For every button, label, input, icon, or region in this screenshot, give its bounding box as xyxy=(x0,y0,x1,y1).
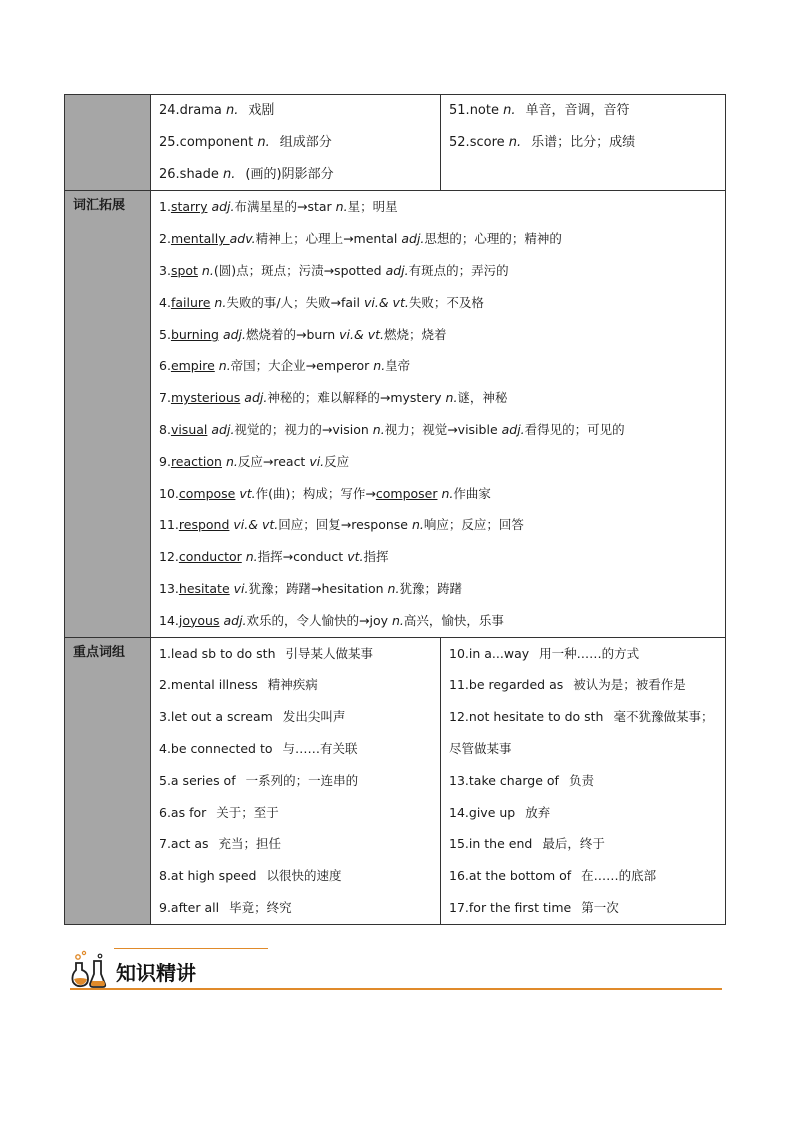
phrases-left-cell xyxy=(151,637,441,924)
list-item: 16.at the bottom of 在……的底部 xyxy=(449,868,657,884)
list-item: 7.mysterious adj.神秘的；难以解释的→mystery n.谜，神秘 xyxy=(159,390,508,406)
list-item: 3.let out a scream 发出尖叫声 xyxy=(159,709,346,725)
list-item: 8.at high speed 以很快的速度 xyxy=(159,868,342,884)
list-item: 9.after all 毕竟；终究 xyxy=(159,899,292,915)
list-item: 1.starry adj.布满星星的→star n.星；明星 xyxy=(159,199,398,215)
list-item: 10.compose vt.作(曲)；构成；写作→composer n.作曲家 xyxy=(159,485,491,501)
list-item: 11.be regarded as 被认为是；被看作是 xyxy=(449,677,686,693)
vocab-extension-row xyxy=(65,191,726,637)
list-item: 10.in a...way 用一种……的方式 xyxy=(449,645,640,661)
list-item: 11.respond vi.& vt.回应；回复→response n.响应；反应；回答 xyxy=(159,517,524,533)
list-item: 26.shade n. (画的)阴影部分 xyxy=(159,166,334,182)
key-phrases-row xyxy=(65,637,726,924)
list-item: 13.hesitate vi.犹豫；踌躇→hesitation n.犹豫；踌躇 xyxy=(159,580,462,596)
list-item: 5.burning adj.燃烧着的→burn vi.& vt.燃烧；烧着 xyxy=(159,326,447,342)
list-item: 12.conductor n.指挥→conduct vt.指挥 xyxy=(159,549,389,565)
list-item: 14.give up 放弃 xyxy=(449,804,551,820)
phrases-right-cell xyxy=(441,637,726,924)
extension-cell xyxy=(151,191,726,637)
vocab-left-cell xyxy=(151,95,441,191)
list-item: 1.lead sb to do sth 引导某人做某事 xyxy=(159,645,374,661)
list-item: 5.a series of 一系列的；一连串的 xyxy=(159,772,359,788)
side-label-extension: 词汇拓展 xyxy=(65,191,151,637)
list-item: 2.mental illness 精神疾病 xyxy=(159,677,318,693)
list-item: 4.failure n.失败的事/人；失败→fail vi.& vt.失败；不及格 xyxy=(159,294,484,310)
list-item: 7.act as 充当；担任 xyxy=(159,836,282,852)
list-item: 4.be connected to 与……有关联 xyxy=(159,740,358,756)
vocabulary-table xyxy=(64,94,726,925)
list-item: 6.empire n.帝国；大企业→emperor n.皇帝 xyxy=(159,358,411,374)
section-header xyxy=(70,948,722,990)
list-item: 15.in the end 最后，终于 xyxy=(449,836,605,852)
list-item: 6.as for 关于；至于 xyxy=(159,804,279,820)
section-title: 知识精讲 xyxy=(116,961,196,985)
list-item: 24.drama n. 戏剧 xyxy=(159,103,275,118)
vocab-continued-row xyxy=(65,95,726,191)
list-item: 25.component n. 组成部分 xyxy=(159,134,332,150)
list-item: 51.note n. 单音，音调，音符 xyxy=(449,103,630,118)
list-item: 14.joyous adj.欢乐的，令人愉快的→joy n.高兴，愉快，乐事 xyxy=(159,612,504,628)
list-item: 9.reaction n.反应→react vi.反应 xyxy=(159,453,350,469)
list-item: 17.for the first time 第一次 xyxy=(449,899,619,915)
list-item: 2.mentally adv.精神上；心理上→mental adj.思想的；心理的；精神的 xyxy=(159,231,562,247)
section-top-rule xyxy=(114,948,268,949)
vocabulary-sheet xyxy=(64,94,725,925)
list-item: 12.not hesitate to do sth 毫不犹豫做某事；尽管做某事 xyxy=(449,709,714,756)
list-item: 8.visual adj.视觉的；视力的→vision n.视力；视觉→visible adj.看得见的；可见的 xyxy=(159,421,625,437)
side-label-phrases: 重点词组 xyxy=(65,637,151,924)
list-item: 52.score n. 乐谱；比分；成绩 xyxy=(449,134,636,150)
side-label-empty xyxy=(65,95,151,191)
vocab-right-cell xyxy=(441,95,726,191)
list-item: 3.spot n.(圆)点；斑点；污渍→spotted adj.有斑点的；弄污的 xyxy=(159,262,509,278)
lab-flask-icon xyxy=(70,950,110,988)
list-item: 13.take charge of 负责 xyxy=(449,772,594,788)
section-bottom-rule xyxy=(70,988,722,990)
